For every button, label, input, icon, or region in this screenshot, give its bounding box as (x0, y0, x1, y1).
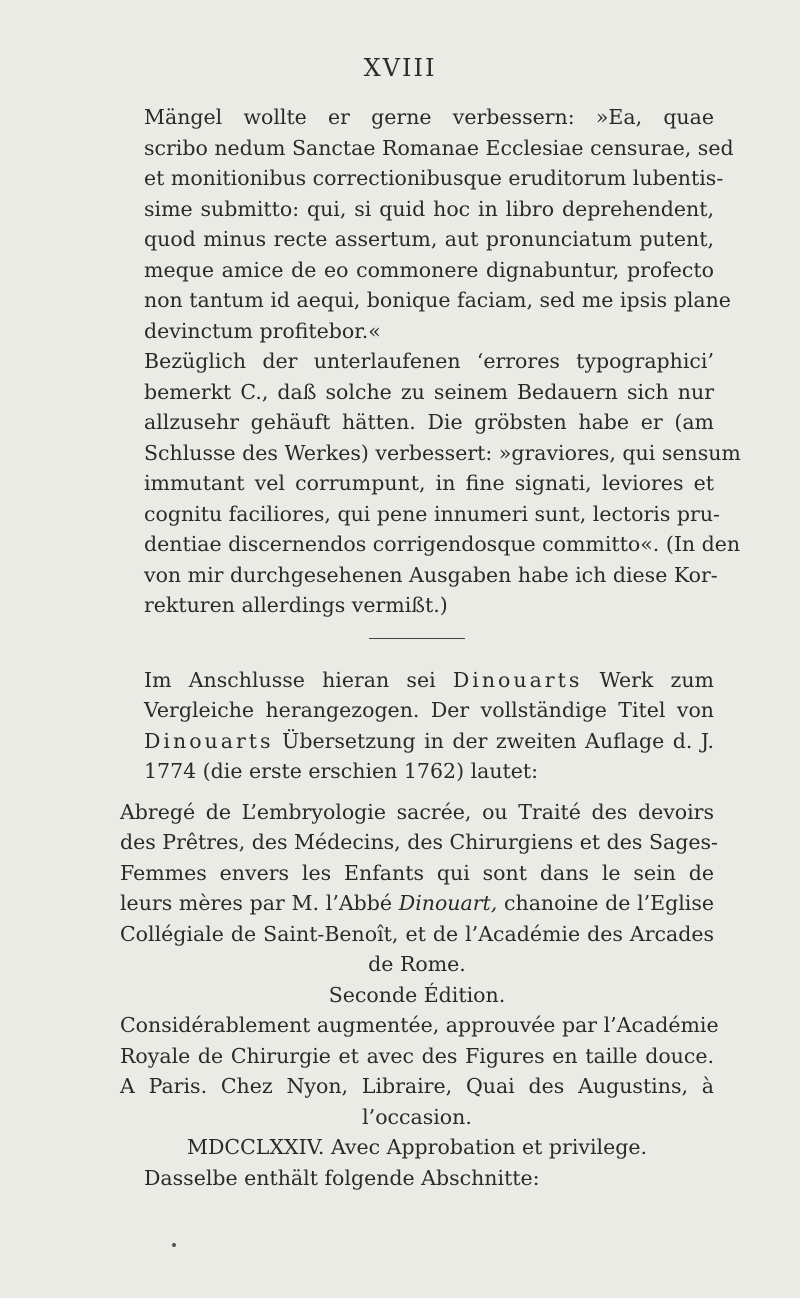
print-speck (172, 1243, 176, 1247)
paragraph-closing (120, 1163, 714, 1194)
text-line: Femmes envers les Enfants qui sont dans le sein de (120, 860, 714, 885)
text-line: Collégiale de Saint-Benoît, et de l’Académie des Arcades (120, 921, 714, 946)
text-line: 1774 (die erste erschien 1762) lautet: (144, 759, 539, 783)
text-line: meque amice de eo commonere dignabuntur, profecto (144, 257, 714, 282)
text-run: Werk zum (582, 667, 714, 692)
text-line: Mängel wollte er gerne verbessern: »Ea, quae (144, 105, 714, 129)
text-line (120, 665, 714, 696)
text-line: non tantum id aequi, bonique faciam, sed me ipsis plane (144, 288, 731, 312)
text-run: leurs mères par M. l’Abbé (120, 891, 399, 915)
book-title-block (120, 797, 719, 1163)
imprint-line: MDCCLXXIV. Avec Approbation et privilege. (187, 1135, 647, 1159)
page-body (120, 102, 741, 1193)
author-name-italic: Dinouart, (398, 891, 498, 915)
text-line: Schlusse des Werkes) verbessert: »graviores, qui sensum (144, 440, 741, 465)
text-line: allzusehr gehäuft hätten. Die gröbsten habe er (am (144, 410, 714, 434)
text-line: l’occasion. (362, 1104, 472, 1129)
paragraph-dinouart-intro (120, 665, 714, 787)
text-line (120, 726, 714, 757)
text-run: Übersetzung in der zweiten Auflage d. J. (273, 728, 714, 753)
text-line: des Prêtres, des Médecins, des Chirurgiens et des Sages- (120, 830, 718, 854)
text-line: devinctum profitebor.« (144, 318, 381, 343)
text-line: Vergleiche herangezogen. Der vollständige Titel von (144, 698, 714, 722)
text-line: Dasselbe enthält folgende Abschnitte: (144, 1165, 540, 1190)
text-run: Im Anschlusse hieran sei (144, 667, 453, 692)
paragraph-latin-quote (120, 102, 734, 346)
text-line: de Rome. (368, 952, 466, 976)
text-line: A Paris. Chez Nyon, Libraire, Quai des Augustins, à (120, 1074, 714, 1098)
text-line: bemerkt C., daß solche zu seinem Bedauern sich nur (144, 379, 714, 404)
page-number: XVIII (363, 54, 437, 82)
text-run: chanoine de l’Eglise (497, 891, 714, 915)
section-divider (369, 638, 465, 639)
text-line: sime submitto: qui, si quid hoc in libro deprehendent, (144, 196, 714, 221)
text-line: Abregé de L’embryologie sacrée, ou Traité des devoirs (120, 799, 714, 824)
edition-line: Seconde Édition. (328, 982, 506, 1007)
text-line: et monitionibus correctionibusque eruditorum lubentis- (144, 166, 724, 190)
text-line: quod minus recte assertum, aut pronunciatum putent, (144, 227, 714, 251)
text-line: dentiae discernendos corrigendosque committo«. (In den (144, 532, 741, 556)
author-name: Dinouarts (144, 728, 274, 753)
text-line: Royale de Chirurgie et avec des Figures en taille douce. (120, 1043, 714, 1068)
text-line: von mir durchgesehenen Ausgaben habe ich diese Kor- (144, 562, 718, 587)
text-line: immutant vel corrumpunt, in fine signati, leviores et (144, 471, 714, 495)
text-line: Bezüglich der unterlaufenen ‘errores typographici’ (144, 349, 714, 373)
text-line (120, 888, 714, 919)
text-line: scribo nedum Sanctae Romanae Ecclesiae censurae, sed (144, 135, 734, 160)
paragraph-errata (120, 346, 741, 621)
author-name: Dinouarts (452, 667, 583, 692)
text-line: cognitu faciliores, qui pene innumeri sunt, lectoris pru- (144, 501, 720, 526)
text-line: Considérablement augmentée, approuvée par l’Académie (120, 1013, 719, 1037)
text-line: rekturen allerdings vermißt.) (144, 593, 448, 617)
